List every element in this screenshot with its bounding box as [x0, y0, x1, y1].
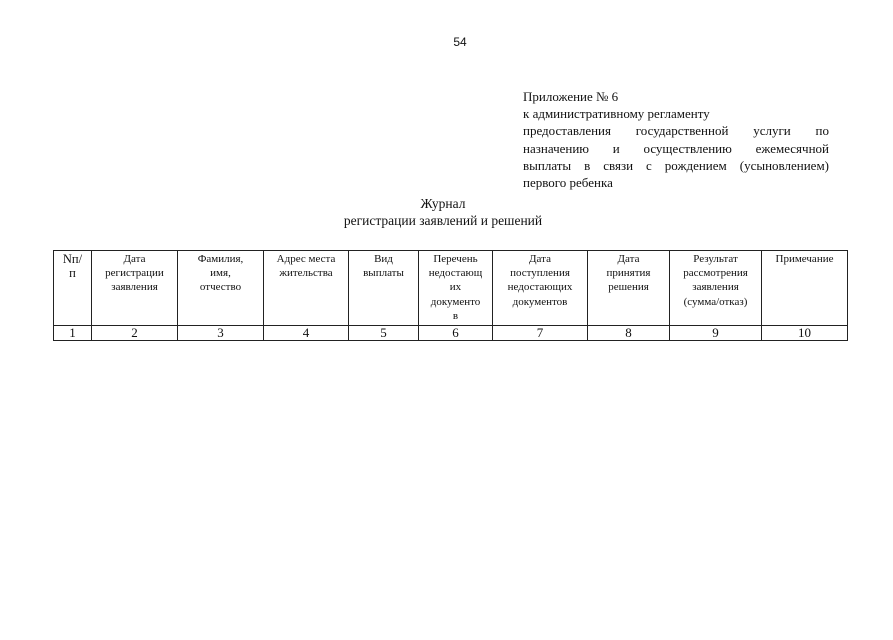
header-text: Nп/ п	[62, 252, 83, 280]
column-number-cell: 9	[670, 326, 762, 341]
appendix-line: выплаты в связи с рождением (усыновлением)	[523, 157, 829, 173]
header-cell-missing-documents	[419, 251, 493, 326]
header-cell-registration-date	[92, 251, 178, 326]
column-number-cell: 10	[762, 326, 848, 341]
header-text: Фамилия, имя, отчество	[197, 253, 244, 294]
column-number-cell: 2	[92, 326, 178, 341]
appendix-line: назначению и осуществлению ежемесячной	[523, 140, 829, 156]
table-column-number-row	[54, 326, 848, 341]
header-text: Дата поступления недостающих документов	[507, 253, 573, 308]
header-cell-address	[264, 251, 349, 326]
column-number-cell: 7	[493, 326, 588, 341]
page-number: 54	[453, 35, 467, 49]
column-number-cell: 3	[178, 326, 264, 341]
column-number-cell: 5	[349, 326, 419, 341]
journal-title-line2: регистрации заявлений и решений	[343, 213, 543, 228]
header-text: Дата регистрации заявления	[105, 253, 164, 294]
header-cell-payment-type	[349, 251, 419, 326]
column-number-cell: 8	[588, 326, 670, 341]
header-cell-note	[762, 251, 848, 326]
journal-title	[300, 195, 586, 229]
header-cell-number	[54, 251, 92, 326]
header-text: Результат рассмотрения заявления (сумма/отказ)	[683, 253, 748, 308]
header-cell-documents-received-date	[493, 251, 588, 326]
header-text: Дата принятия решения	[606, 253, 651, 294]
header-cell-decision-date	[588, 251, 670, 326]
appendix-note	[523, 88, 829, 191]
registration-journal-table	[53, 250, 848, 341]
table-header-row	[54, 251, 848, 326]
header-cell-result	[670, 251, 762, 326]
header-cell-full-name	[178, 251, 264, 326]
header-text: Адрес места жительства	[276, 253, 336, 280]
appendix-line: к административному регламенту	[523, 106, 710, 122]
column-number-cell: 6	[419, 326, 493, 341]
header-text: Вид выплаты	[363, 253, 404, 280]
column-number-cell: 4	[264, 326, 349, 341]
header-text: Перечень недостающ их документо в	[428, 253, 483, 322]
header-text: Примечание	[775, 253, 834, 265]
appendix-line: предоставления государственной услуги по	[523, 123, 829, 139]
column-number-cell: 1	[54, 326, 92, 341]
appendix-line: первого ребенка	[523, 175, 613, 191]
journal-title-line1: Журнал	[420, 196, 466, 211]
appendix-line: Приложение № 6	[523, 89, 619, 104]
